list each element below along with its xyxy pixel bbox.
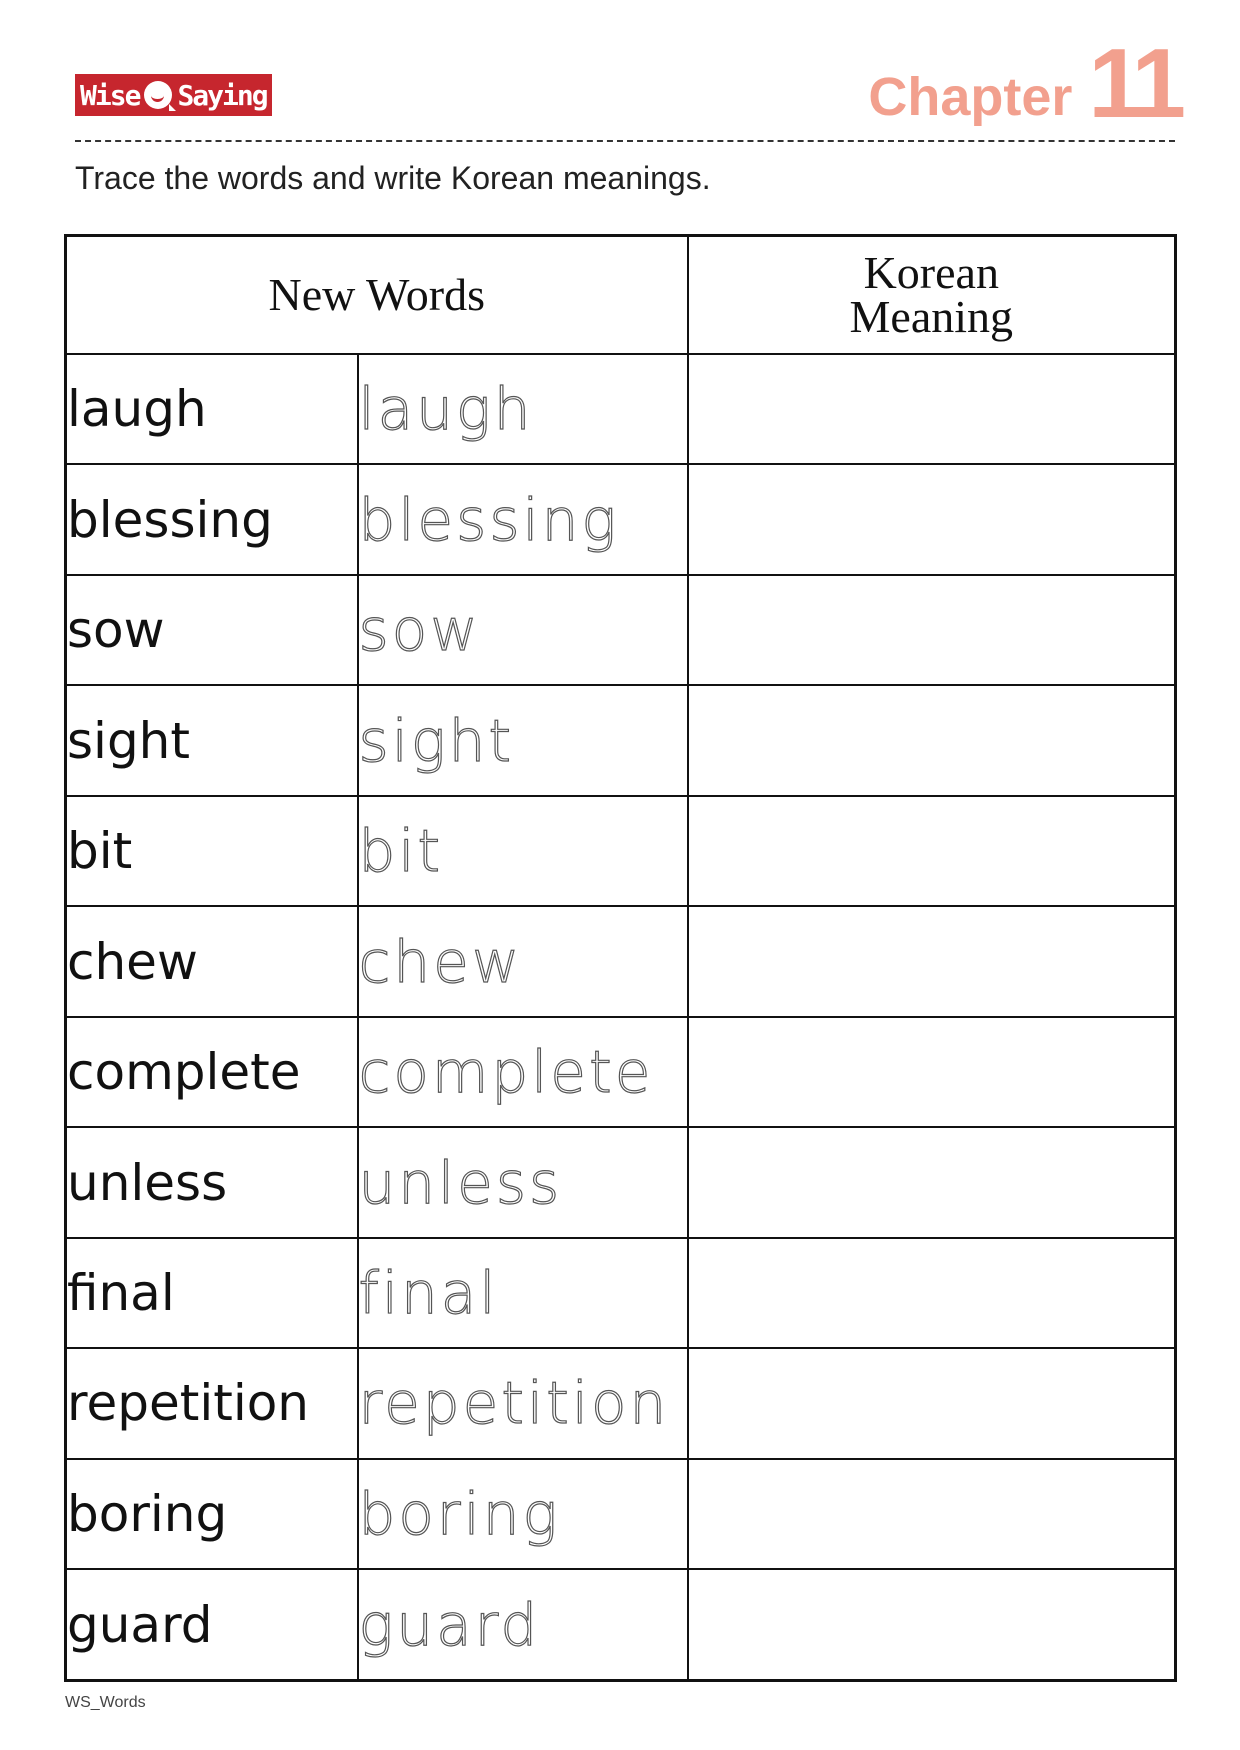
table-header-row xyxy=(66,236,1176,355)
table-row xyxy=(66,464,1176,574)
trace-cell xyxy=(358,1238,688,1348)
trace-word: final xyxy=(358,1258,499,1327)
korean-meaning-cell[interactable] xyxy=(688,1459,1176,1569)
trace-cell xyxy=(358,575,688,685)
trace-cell xyxy=(358,1017,688,1127)
vocab-word: laugh xyxy=(66,354,358,464)
trace-cell xyxy=(358,685,688,795)
trace-word: unless xyxy=(358,1148,563,1217)
vocab-word: repetition xyxy=(66,1348,358,1458)
vocab-word: sow xyxy=(66,575,358,685)
vocab-word: boring xyxy=(66,1459,358,1569)
logo-text-left: Wise xyxy=(80,78,140,112)
wise-saying-logo xyxy=(75,74,272,116)
korean-meaning-cell[interactable] xyxy=(688,906,1176,1016)
korean-meaning-cell[interactable] xyxy=(688,575,1176,685)
chapter-heading xyxy=(868,28,1180,138)
trace-cell xyxy=(358,1459,688,1569)
trace-word: repetition xyxy=(358,1369,670,1438)
vocab-word: complete xyxy=(66,1017,358,1127)
header-divider xyxy=(75,140,1175,142)
table-row xyxy=(66,906,1176,1016)
table-row xyxy=(66,1348,1176,1458)
trace-cell xyxy=(358,1569,688,1680)
trace-word: sight xyxy=(358,706,515,775)
header-korean-line2: Meaning xyxy=(849,291,1014,342)
trace-cell xyxy=(358,464,688,574)
vocabulary-table xyxy=(64,234,1177,1682)
korean-meaning-cell[interactable] xyxy=(688,1569,1176,1680)
vocab-word: blessing xyxy=(66,464,358,574)
table-row xyxy=(66,575,1176,685)
trace-word: complete xyxy=(358,1038,654,1107)
korean-meaning-cell[interactable] xyxy=(688,796,1176,906)
trace-word: guard xyxy=(358,1590,541,1659)
table-row xyxy=(66,1459,1176,1569)
footer-label: WS_Words xyxy=(65,1694,146,1711)
header-korean-line1: Korean xyxy=(863,247,999,298)
trace-cell xyxy=(358,796,688,906)
table-row xyxy=(66,1127,1176,1237)
korean-meaning-cell[interactable] xyxy=(688,464,1176,574)
korean-meaning-cell[interactable] xyxy=(688,1238,1176,1348)
trace-cell xyxy=(358,354,688,464)
table-row xyxy=(66,685,1176,795)
trace-cell xyxy=(358,906,688,1016)
korean-meaning-cell[interactable] xyxy=(688,1127,1176,1237)
table-row xyxy=(66,1238,1176,1348)
table-row xyxy=(66,354,1176,464)
speech-bubble-smile-icon xyxy=(144,81,172,109)
trace-word: sow xyxy=(358,596,481,665)
korean-meaning-cell[interactable] xyxy=(688,685,1176,795)
vocab-word: bit xyxy=(66,796,358,906)
table-row xyxy=(66,796,1176,906)
vocab-word: chew xyxy=(66,906,358,1016)
vocab-word: guard xyxy=(66,1569,358,1680)
vocab-word: unless xyxy=(66,1127,358,1237)
trace-word: boring xyxy=(358,1479,561,1548)
table-row xyxy=(66,1017,1176,1127)
header-korean-meaning xyxy=(688,236,1176,355)
trace-word: blessing xyxy=(358,485,620,554)
header-new-words: New Words xyxy=(66,236,688,355)
chapter-label: Chapter xyxy=(868,67,1073,127)
korean-meaning-cell[interactable] xyxy=(688,354,1176,464)
vocab-word: final xyxy=(66,1238,358,1348)
chapter-number: 11 xyxy=(1088,28,1180,138)
trace-word: chew xyxy=(358,927,523,996)
trace-cell xyxy=(358,1127,688,1237)
trace-cell xyxy=(358,1348,688,1458)
table-row xyxy=(66,1569,1176,1680)
korean-meaning-cell[interactable] xyxy=(688,1017,1176,1127)
logo-text-right: Saying xyxy=(177,78,267,112)
korean-meaning-cell[interactable] xyxy=(688,1348,1176,1458)
trace-word: laugh xyxy=(358,375,534,444)
vocab-word: sight xyxy=(66,685,358,795)
instruction-text: Trace the words and write Korean meanings. xyxy=(75,160,711,196)
trace-word: bit xyxy=(358,817,444,886)
